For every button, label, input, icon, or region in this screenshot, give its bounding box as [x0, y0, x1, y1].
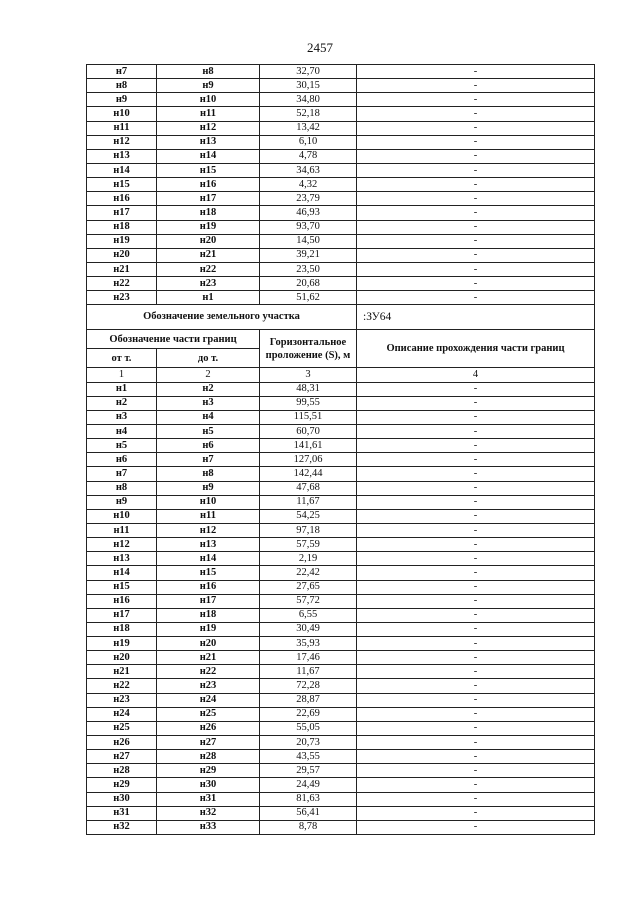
- description: -: [357, 594, 595, 608]
- description: -: [357, 220, 595, 234]
- from-point: н9: [87, 495, 157, 509]
- to-point: н21: [157, 248, 260, 262]
- table-row: [87, 135, 595, 149]
- to-point: н24: [157, 693, 260, 707]
- description: -: [357, 566, 595, 580]
- horizontal-distance: 99,55: [260, 396, 357, 410]
- from-point: н12: [87, 538, 157, 552]
- description: -: [357, 149, 595, 163]
- to-point: н7: [157, 453, 260, 467]
- from-point: н14: [87, 566, 157, 580]
- table-row: [87, 679, 595, 693]
- to-point: н5: [157, 424, 260, 438]
- to-point: н22: [157, 665, 260, 679]
- horizontal-distance: 22,42: [260, 566, 357, 580]
- from-point: н19: [87, 234, 157, 248]
- description: -: [357, 107, 595, 121]
- from-point: н12: [87, 135, 157, 149]
- horizontal-distance: 57,59: [260, 538, 357, 552]
- to-point: н23: [157, 277, 260, 291]
- horizontal-distance: 81,63: [260, 792, 357, 806]
- from-point: н28: [87, 764, 157, 778]
- description: -: [357, 234, 595, 248]
- horizontal-distance: 35,93: [260, 637, 357, 651]
- to-point: н27: [157, 736, 260, 750]
- to-point: н28: [157, 750, 260, 764]
- to-point: н22: [157, 262, 260, 276]
- to-point: н6: [157, 439, 260, 453]
- table-row: [87, 806, 595, 820]
- table-row: [87, 665, 595, 679]
- from-point: н30: [87, 792, 157, 806]
- horizontal-distance: 6,10: [260, 135, 357, 149]
- from-point: н18: [87, 622, 157, 636]
- description: -: [357, 178, 595, 192]
- horizontal-distance: 30,15: [260, 79, 357, 93]
- boundary-table: [86, 64, 595, 835]
- horizontal-distance: 57,72: [260, 594, 357, 608]
- column-number-1: 1: [87, 368, 157, 382]
- horizontal-distance: 6,55: [260, 608, 357, 622]
- table-row: [87, 163, 595, 177]
- parcel-section-header: [87, 305, 595, 382]
- parcel-id: :ЗУ64: [357, 305, 595, 330]
- from-point: н21: [87, 262, 157, 276]
- to-point: н12: [157, 121, 260, 135]
- table-row: [87, 594, 595, 608]
- to-point: н8: [157, 467, 260, 481]
- to-point: н18: [157, 608, 260, 622]
- description: -: [357, 382, 595, 396]
- from-point: н10: [87, 509, 157, 523]
- description: -: [357, 396, 595, 410]
- to-point: н9: [157, 79, 260, 93]
- table-row: [87, 792, 595, 806]
- from-point: н32: [87, 820, 157, 834]
- to-point: н4: [157, 410, 260, 424]
- horizontal-distance: 23,50: [260, 262, 357, 276]
- from-point: н23: [87, 693, 157, 707]
- horizontal-distance: 29,57: [260, 764, 357, 778]
- table-row: [87, 509, 595, 523]
- table-row: [87, 149, 595, 163]
- table-row: [87, 538, 595, 552]
- from-point: н4: [87, 424, 157, 438]
- from-point: н20: [87, 248, 157, 262]
- table-row: [87, 93, 595, 107]
- horizontal-distance: 22,69: [260, 707, 357, 721]
- to-point: н17: [157, 192, 260, 206]
- to-point: н20: [157, 637, 260, 651]
- to-point: н15: [157, 566, 260, 580]
- horizontal-distance: 47,68: [260, 481, 357, 495]
- description: -: [357, 637, 595, 651]
- page-number: 2457: [307, 40, 333, 55]
- description: -: [357, 481, 595, 495]
- table-row: [87, 121, 595, 135]
- to-point: н30: [157, 778, 260, 792]
- description: -: [357, 778, 595, 792]
- description: -: [357, 206, 595, 220]
- table-row: [87, 65, 595, 79]
- description: -: [357, 665, 595, 679]
- description: -: [357, 93, 595, 107]
- description: -: [357, 495, 595, 509]
- horizontal-distance: 93,70: [260, 220, 357, 234]
- description: -: [357, 121, 595, 135]
- to-point: н11: [157, 509, 260, 523]
- to-point: н33: [157, 820, 260, 834]
- description: -: [357, 679, 595, 693]
- from-point: н3: [87, 410, 157, 424]
- horizontal-distance: 14,50: [260, 234, 357, 248]
- to-point: н29: [157, 764, 260, 778]
- description: -: [357, 523, 595, 537]
- from-point: н15: [87, 178, 157, 192]
- description: -: [357, 509, 595, 523]
- horizontal-distance: 20,73: [260, 736, 357, 750]
- from-point: н13: [87, 149, 157, 163]
- to-point: н23: [157, 679, 260, 693]
- table-row: [87, 439, 595, 453]
- from-point: н31: [87, 806, 157, 820]
- description: -: [357, 79, 595, 93]
- horizontal-distance: 2,19: [260, 552, 357, 566]
- table-row: [87, 248, 595, 262]
- table-row: [87, 206, 595, 220]
- horizontal-distance: 11,67: [260, 495, 357, 509]
- horizontal-distance: 56,41: [260, 806, 357, 820]
- table-row: [87, 424, 595, 438]
- to-point: н16: [157, 178, 260, 192]
- to-point: н17: [157, 594, 260, 608]
- to-point: н16: [157, 580, 260, 594]
- table-row: [87, 382, 595, 396]
- description: -: [357, 764, 595, 778]
- from-point: н5: [87, 439, 157, 453]
- table-row: [87, 608, 595, 622]
- description: -: [357, 453, 595, 467]
- table-row: [87, 410, 595, 424]
- table-row: [87, 637, 595, 651]
- horizontal-distance: 4,32: [260, 178, 357, 192]
- description: -: [357, 135, 595, 149]
- from-point: н18: [87, 220, 157, 234]
- header-description: Описание прохождения части границ: [357, 330, 595, 368]
- to-point: н8: [157, 65, 260, 79]
- from-point: н21: [87, 665, 157, 679]
- header-part-boundaries: Обозначение части границ: [87, 330, 260, 349]
- description: -: [357, 736, 595, 750]
- table-row: [87, 707, 595, 721]
- table-row: [87, 552, 595, 566]
- description: -: [357, 721, 595, 735]
- description: -: [357, 65, 595, 79]
- from-point: н19: [87, 637, 157, 651]
- to-point: н2: [157, 382, 260, 396]
- description: -: [357, 608, 595, 622]
- section2-body: [87, 382, 595, 835]
- description: -: [357, 651, 595, 665]
- to-point: н13: [157, 538, 260, 552]
- horizontal-distance: 46,93: [260, 206, 357, 220]
- from-point: н7: [87, 65, 157, 79]
- horizontal-distance: 97,18: [260, 523, 357, 537]
- description: -: [357, 552, 595, 566]
- from-point: н20: [87, 651, 157, 665]
- from-point: н22: [87, 679, 157, 693]
- from-point: н13: [87, 552, 157, 566]
- from-point: н17: [87, 206, 157, 220]
- description: -: [357, 163, 595, 177]
- table-row: [87, 178, 595, 192]
- table-row: [87, 820, 595, 834]
- to-point: н19: [157, 622, 260, 636]
- table-row: [87, 220, 595, 234]
- from-point: н16: [87, 594, 157, 608]
- to-point: н12: [157, 523, 260, 537]
- header-horizontal: Горизонтальное проложение (S), м: [260, 330, 357, 368]
- from-point: н29: [87, 778, 157, 792]
- horizontal-distance: 28,87: [260, 693, 357, 707]
- horizontal-distance: 115,51: [260, 410, 357, 424]
- to-point: н15: [157, 163, 260, 177]
- from-point: н14: [87, 163, 157, 177]
- horizontal-distance: 8,78: [260, 820, 357, 834]
- parcel-title-row: [87, 305, 595, 330]
- description: -: [357, 467, 595, 481]
- to-point: н21: [157, 651, 260, 665]
- table-row: [87, 234, 595, 248]
- horizontal-distance: 27,65: [260, 580, 357, 594]
- to-point: н26: [157, 721, 260, 735]
- table-row: [87, 481, 595, 495]
- horizontal-distance: 39,21: [260, 248, 357, 262]
- table-row: [87, 291, 595, 305]
- description: -: [357, 248, 595, 262]
- header-from: от т.: [87, 349, 157, 368]
- horizontal-distance: 51,62: [260, 291, 357, 305]
- column-number-3: 3: [260, 368, 357, 382]
- horizontal-distance: 30,49: [260, 622, 357, 636]
- from-point: н6: [87, 453, 157, 467]
- description: -: [357, 707, 595, 721]
- from-point: н10: [87, 107, 157, 121]
- section1-body: [87, 65, 595, 305]
- table-row: [87, 523, 595, 537]
- horizontal-distance: 43,55: [260, 750, 357, 764]
- description: -: [357, 820, 595, 834]
- horizontal-distance: 141,61: [260, 439, 357, 453]
- to-point: н10: [157, 93, 260, 107]
- horizontal-distance: 11,67: [260, 665, 357, 679]
- table-row: [87, 721, 595, 735]
- from-point: н17: [87, 608, 157, 622]
- table-row: [87, 693, 595, 707]
- description: -: [357, 693, 595, 707]
- description: -: [357, 750, 595, 764]
- to-point: н11: [157, 107, 260, 121]
- from-point: н27: [87, 750, 157, 764]
- from-point: н23: [87, 291, 157, 305]
- to-point: н14: [157, 149, 260, 163]
- from-point: н11: [87, 523, 157, 537]
- horizontal-distance: 34,80: [260, 93, 357, 107]
- to-point: н31: [157, 792, 260, 806]
- to-point: н18: [157, 206, 260, 220]
- from-point: н26: [87, 736, 157, 750]
- to-point: н14: [157, 552, 260, 566]
- description: -: [357, 192, 595, 206]
- table-row: [87, 764, 595, 778]
- description: -: [357, 424, 595, 438]
- horizontal-distance: 60,70: [260, 424, 357, 438]
- description: -: [357, 622, 595, 636]
- horizontal-distance: 55,05: [260, 721, 357, 735]
- from-point: н25: [87, 721, 157, 735]
- horizontal-distance: 127,06: [260, 453, 357, 467]
- to-point: н9: [157, 481, 260, 495]
- from-point: н11: [87, 121, 157, 135]
- column-number-row: [87, 368, 595, 382]
- horizontal-distance: 20,68: [260, 277, 357, 291]
- to-point: н25: [157, 707, 260, 721]
- parcel-label: Обозначение земельного участка: [87, 305, 357, 330]
- horizontal-distance: 34,63: [260, 163, 357, 177]
- from-point: н7: [87, 467, 157, 481]
- column-number-4: 4: [357, 368, 595, 382]
- header-row-1: [87, 330, 595, 349]
- horizontal-distance: 23,79: [260, 192, 357, 206]
- table-row: [87, 79, 595, 93]
- description: -: [357, 439, 595, 453]
- from-point: н24: [87, 707, 157, 721]
- horizontal-distance: 142,44: [260, 467, 357, 481]
- from-point: н22: [87, 277, 157, 291]
- table-row: [87, 651, 595, 665]
- from-point: н8: [87, 79, 157, 93]
- to-point: н13: [157, 135, 260, 149]
- description: -: [357, 580, 595, 594]
- horizontal-distance: 24,49: [260, 778, 357, 792]
- table-row: [87, 495, 595, 509]
- table-row: [87, 277, 595, 291]
- table-row: [87, 750, 595, 764]
- table-row: [87, 467, 595, 481]
- horizontal-distance: 32,70: [260, 65, 357, 79]
- description: -: [357, 410, 595, 424]
- horizontal-distance: 17,46: [260, 651, 357, 665]
- horizontal-distance: 48,31: [260, 382, 357, 396]
- table-row: [87, 192, 595, 206]
- description: -: [357, 792, 595, 806]
- from-point: н8: [87, 481, 157, 495]
- table-row: [87, 736, 595, 750]
- to-point: н3: [157, 396, 260, 410]
- from-point: н9: [87, 93, 157, 107]
- description: -: [357, 262, 595, 276]
- table-row: [87, 107, 595, 121]
- to-point: н1: [157, 291, 260, 305]
- horizontal-distance: 4,78: [260, 149, 357, 163]
- from-point: н16: [87, 192, 157, 206]
- table-row: [87, 566, 595, 580]
- column-number-2: 2: [157, 368, 260, 382]
- table-row: [87, 622, 595, 636]
- table-row: [87, 580, 595, 594]
- table-row: [87, 262, 595, 276]
- horizontal-distance: 54,25: [260, 509, 357, 523]
- from-point: н15: [87, 580, 157, 594]
- table-row: [87, 778, 595, 792]
- description: -: [357, 291, 595, 305]
- header-to: до т.: [157, 349, 260, 368]
- horizontal-distance: 13,42: [260, 121, 357, 135]
- description: -: [357, 277, 595, 291]
- to-point: н19: [157, 220, 260, 234]
- description: -: [357, 538, 595, 552]
- table-row: [87, 396, 595, 410]
- to-point: н32: [157, 806, 260, 820]
- table-row: [87, 453, 595, 467]
- to-point: н10: [157, 495, 260, 509]
- from-point: н2: [87, 396, 157, 410]
- description: -: [357, 806, 595, 820]
- to-point: н20: [157, 234, 260, 248]
- from-point: н1: [87, 382, 157, 396]
- horizontal-distance: 72,28: [260, 679, 357, 693]
- horizontal-distance: 52,18: [260, 107, 357, 121]
